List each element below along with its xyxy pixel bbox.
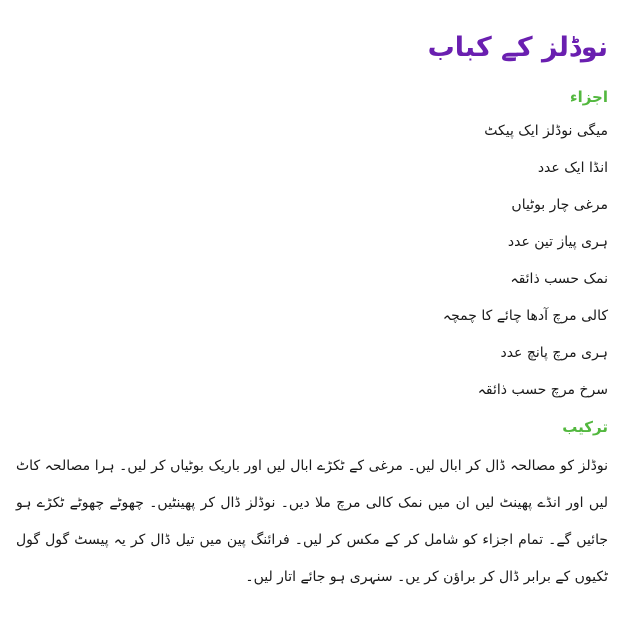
ingredient-item: انڈا ایک عدد <box>537 160 608 176</box>
ingredients-heading: اجزاء <box>569 88 608 106</box>
method-heading: ترکیب <box>562 418 608 436</box>
ingredient-item: ہری پیاز تین عدد <box>507 234 608 250</box>
recipe-title: نوڈلز کے کباب <box>427 32 608 63</box>
ingredient-item: مرغی چار بوٹیاں <box>511 197 608 213</box>
ingredient-item: سرخ مرچ حسب ذائقہ <box>477 382 608 398</box>
ingredient-item: ہری مرچ پانچ عدد <box>500 345 608 361</box>
method-paragraph: نوڈلز کو مصالحہ ڈال کر ابال لیں۔ مرغی کے ٹکڑے ابال لیں اور باریک بوٹیاں کر لیں۔ ہرا مصالحہ کاٹ لیں اور انڈے پھینٹ لیں ان میں نمک کالی مرچ ملا دیں۔ نوڈلز ڈال کر پھینٹیں۔ چھوٹے چھوٹے ٹکڑے ہو جائیں گے۔ تمام اجزاء کو شامل کر کے مکس کر لیں۔ فرائنگ پین میں تیل ڈال کر یہ پیسٹ گول گول ٹکیوں کے برابر ڈال کر براؤن کر یں۔ سنہری ہو جائے اتار لیں۔ <box>16 458 608 585</box>
ingredient-item: کالی مرچ آدھا چائے کا چمچہ <box>442 308 608 324</box>
ingredients-list <box>16 120 608 401</box>
ingredient-item: نمک حسب ذائقہ <box>510 271 608 287</box>
ingredient-item: میگی نوڈلز ایک پیکٹ <box>484 123 608 139</box>
